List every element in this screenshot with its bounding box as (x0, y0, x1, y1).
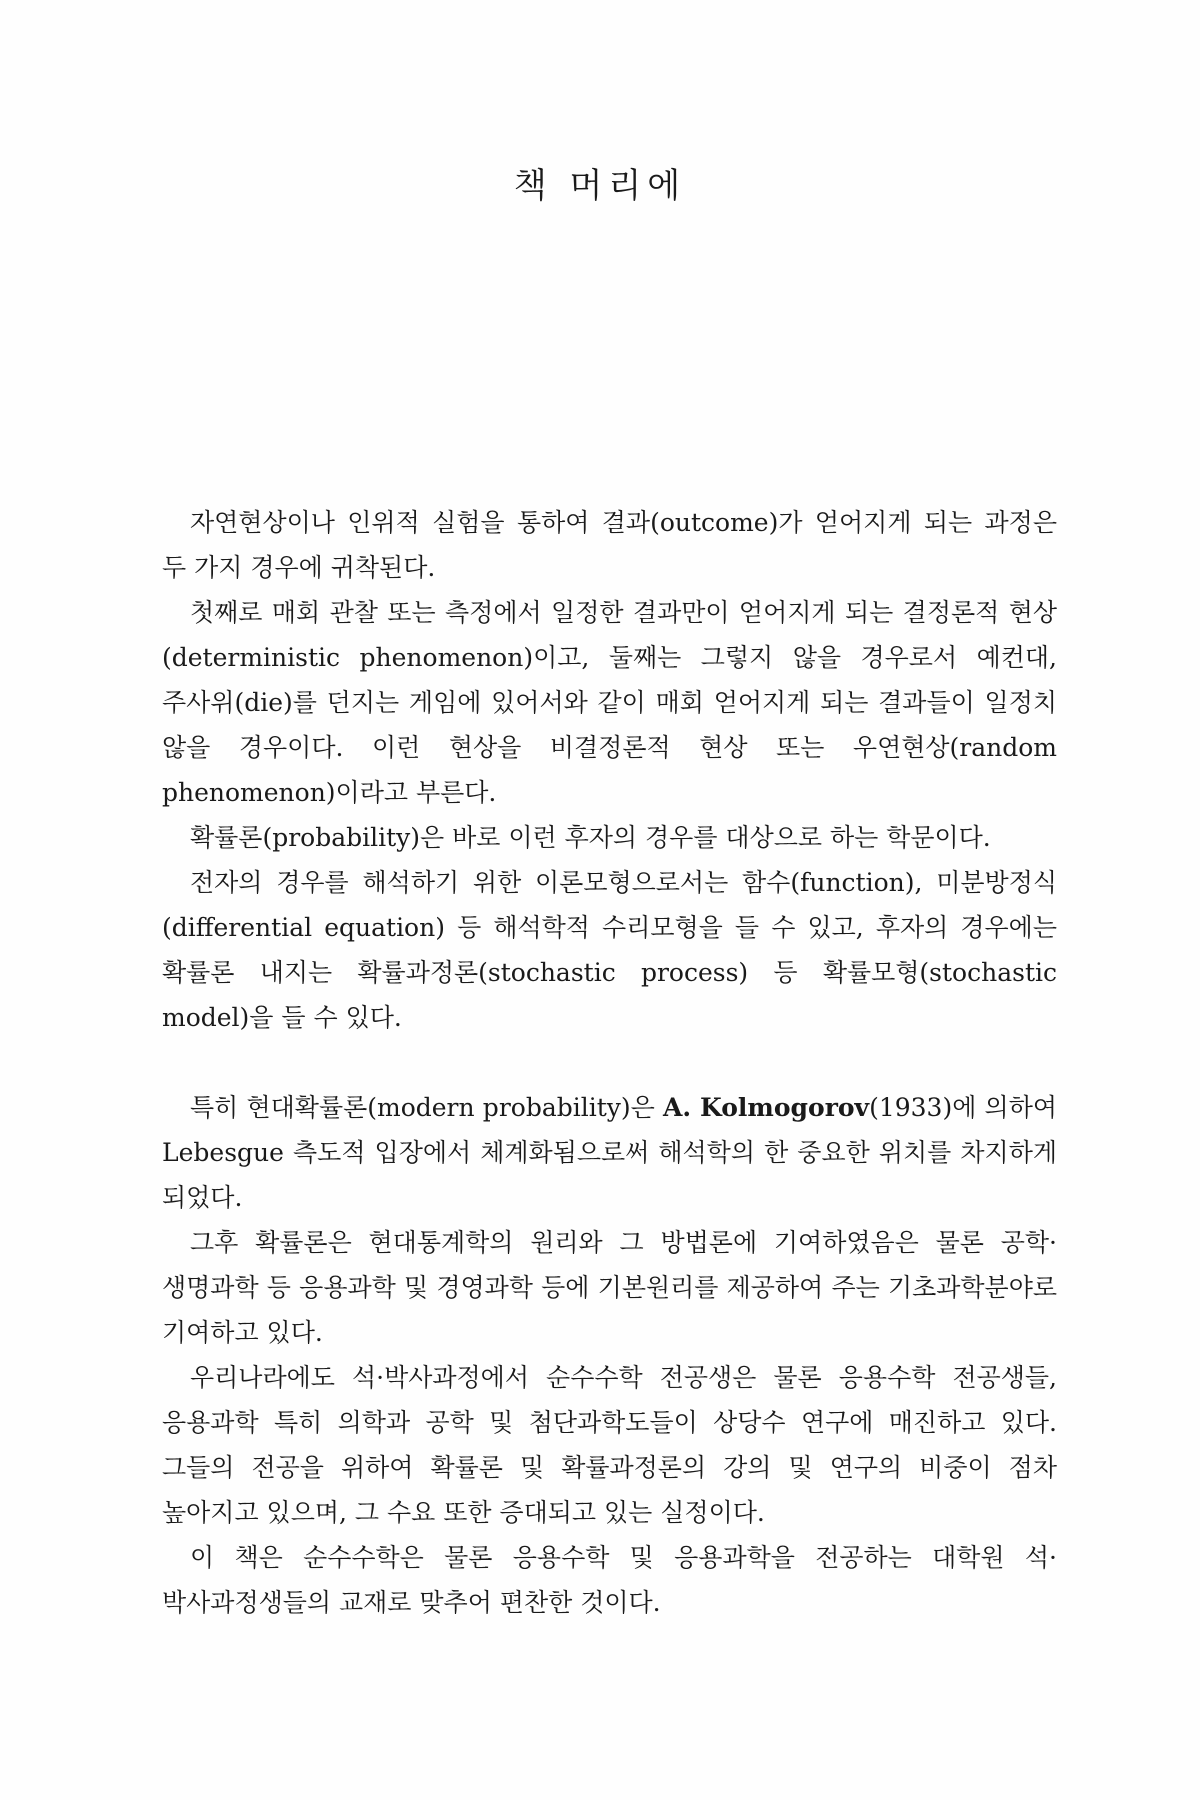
paragraph-intro: 자연현상이나 인위적 실험을 통하여 결과(outcome)가 얻어지게 되는 과정은 두 가지 경우에 귀착된다. (162, 508, 1057, 582)
paragraph-korea: 우리나라에도 석·박사과정에서 순수수학 전공생은 물론 응용수학 전공생들, 응용과학 특히 의학과 공학 및 첨단과학도들이 상당수 연구에 매진하고 있다. 그들의 전공을 위하여 확률론 및 확률과정론의 강의 및 연구의 비중이 점차 높아지고 있으며, 그 수요 또한 증대되고 있는 실정이다. (162, 1363, 1057, 1527)
paragraph-deterministic: 첫째로 매회 관찰 또는 측정에서 일정한 결과만이 얻어지게 되는 결정론적 현상(deterministic phenomenon)이고, 둘째는 그렇지 않을 경우로서 예컨대, 주사위(die)를 던지는 게임에 있어서와 같이 매회 얻어지게 되는 결과들이 일정치 않을 경우이다. 이런 현상을 비결정론적 현상 또는 우연현상(random phenomenon)이라고 부른다. (162, 598, 1057, 807)
kolmogorov-name: A. Kolmogorov (663, 1093, 870, 1122)
paragraph-purpose: 이 책은 순수수학은 물론 응용수학 및 응용과학을 전공하는 대학원 석·박사과정생들의 교재로 맞추어 편찬한 것이다. (162, 1543, 1057, 1617)
paragraph-probability: 확률론(probability)은 바로 이런 후자의 경우를 대상으로 하는 학문이다. (190, 823, 991, 852)
kolmogorov-text-after: (1933)에 의하여 Lebesgue 측도적 입장에서 체계화됨으로써 해석학의 한 중요한 위치를 차지하게 되었다. (162, 1093, 1058, 1212)
paragraph-kolmogorov (162, 1085, 1057, 1220)
page-title: 책 머리에 (513, 166, 687, 206)
preface-body (162, 500, 1057, 1625)
kolmogorov-text-before: 특히 현대확률론(modern probability)은 (190, 1093, 663, 1122)
paragraph-applications: 그후 확률론은 현대통계학의 원리와 그 방법론에 기여하였음은 물론 공학·생명과학 등 응용과학 및 경영과학 등에 기본원리를 제공하여 주는 기초과학분야로 기여하고 있다. (162, 1228, 1057, 1347)
paragraph-models: 전자의 경우를 해석하기 위한 이론모형으로서는 함수(function), 미분방정식(differential equation) 등 해석학적 수리모형을 들 수 있고, 후자의 경우에는 확률론 내지는 확률과정론(stochastic process) 등 확률모형(stochastic model)을 들 수 있다. (162, 868, 1057, 1032)
